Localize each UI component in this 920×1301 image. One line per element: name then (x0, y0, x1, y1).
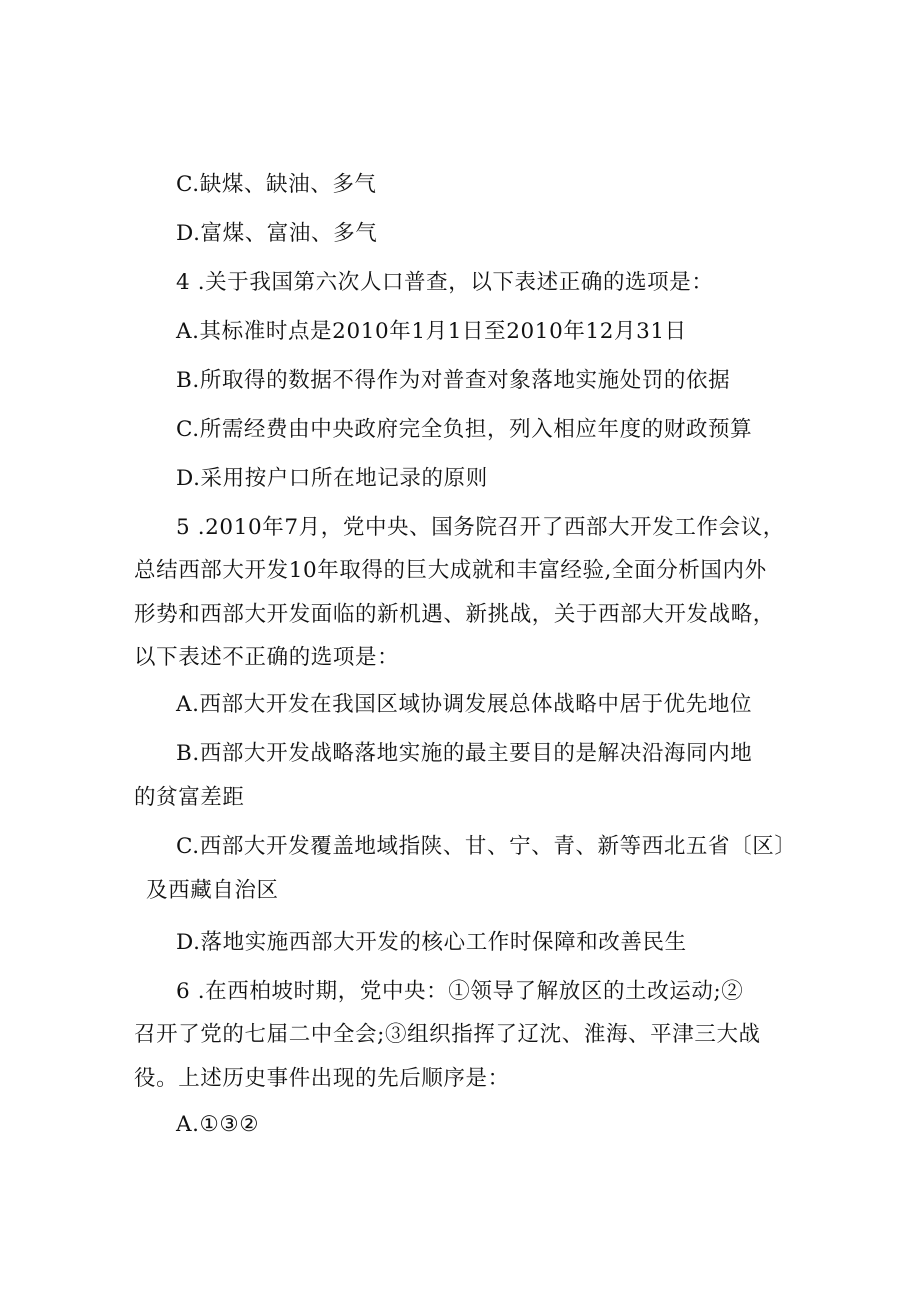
option-q6-a: A.①③② (176, 1112, 260, 1137)
option-q5-a: A.西部大开发在我国区域协调发展总体战略中居于优先地位 (176, 692, 753, 717)
option-q5-c-line-2: 及西藏自治区 (146, 878, 279, 903)
question-6-stem-line-1: 6 .在西柏坡时期，党中央：①领导了解放区的土改运动;② (176, 979, 744, 1004)
option-q5-b-line-1: B.西部大开发战略落地实施的最主要目的是解决沿海同内地 (176, 741, 753, 766)
option-q5-c-line-1: C.西部大开发覆盖地域指陕、甘、宁、青、新等西北五省〔区〕 (176, 834, 797, 859)
option-q4-b: B.所取得的数据不得作为对普查对象落地实施处罚的依据 (176, 368, 731, 393)
question-4-stem: 4 .关于我国第六次人口普查，以下表述正确的选项是： (176, 270, 714, 295)
option-q5-b-line-2: 的贫富差距 (134, 785, 245, 810)
option-q4-c: C.所需经费由中央政府完全负担，列入相应年度的财政预算 (176, 417, 753, 442)
option-q4-a: A.其标准时点是2010年1月1日至2010年12月31日 (176, 319, 687, 344)
question-6-stem-line-3: 役。上述历史事件出现的先后顺序是： (134, 1066, 510, 1091)
option-q3-c: C.缺煤、缺油、多气 (176, 172, 377, 197)
question-5-stem-line-3: 形势和西部大开发面临的新机遇、新挑战，关于西部大开发战略， (134, 602, 775, 627)
option-q5-d: D.落地实施西部大开发的核心工作时保障和改善民生 (176, 930, 687, 955)
question-5-stem-line-4: 以下表述不正确的选项是： (134, 645, 400, 670)
question-5-stem-line-1: 5 .2010年7月，党中央、国务院召开了西部大开发工作会议， (176, 515, 785, 540)
option-q4-d: D.采用按户口所在地记录的原则 (176, 466, 488, 491)
question-5-stem-line-2: 总结西部大开发10年取得的巨大成就和丰富经验,全面分析国内外 (134, 558, 767, 583)
option-q3-d: D.富煤、富油、多气 (176, 221, 378, 246)
question-6-stem-line-2: 召开了党的七届二中全会;③组织指挥了辽沈、淮海、平津三大战 (134, 1022, 761, 1047)
